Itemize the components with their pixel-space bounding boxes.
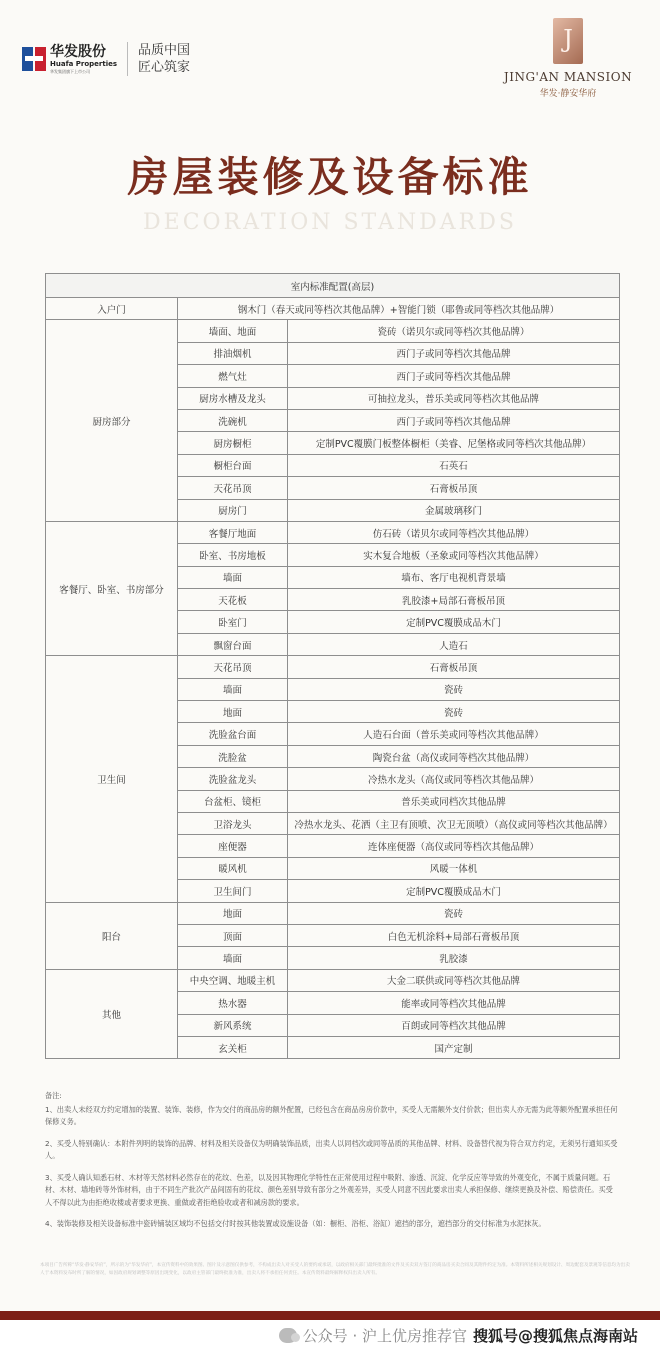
spec-cell: 人造石台面（普乐美或同等档次其他品牌）	[288, 723, 620, 745]
wechat-icon	[279, 1328, 297, 1343]
spec-cell: 冷热水龙头（高仪或同等档次其他品牌）	[288, 768, 620, 790]
slogan-line-1: 品质中国	[138, 43, 191, 58]
spec-cell: 大金二联供或同等档次其他品牌	[288, 969, 620, 991]
spec-cell: 陶瓷台盆（高仪或同等档次其他品牌）	[288, 745, 620, 767]
spec-cell: 可抽拉龙头，普乐美或同等档次其他品牌	[288, 387, 620, 409]
item-cell: 卧室、书房地板	[178, 544, 288, 566]
entry-door-spec: 钢木门（春天或同等档次其他品牌）+智能门锁（耶鲁或同等档次其他品牌）	[178, 298, 620, 320]
item-cell: 顶面	[178, 924, 288, 946]
jingan-mansion-emblem-icon: J	[553, 18, 583, 64]
category-cell: 厨房部分	[46, 320, 178, 522]
spec-cell: 白色无机涂料+局部石膏板吊顶	[288, 924, 620, 946]
page-header	[0, 0, 660, 110]
spec-cell: 人造石	[288, 633, 620, 655]
item-cell: 墙面	[178, 678, 288, 700]
decoration-standards-table	[45, 273, 620, 1059]
item-cell: 厨房橱柜	[178, 432, 288, 454]
spec-cell: 瓷砖	[288, 701, 620, 723]
table-row	[46, 521, 620, 543]
spec-cell: 石膏板吊顶	[288, 656, 620, 678]
item-cell: 卧室门	[178, 611, 288, 633]
item-cell: 座便器	[178, 835, 288, 857]
spec-cell: 风暖一体机	[288, 857, 620, 879]
entry-door-row	[46, 298, 620, 320]
item-cell: 墙面	[178, 566, 288, 588]
item-cell: 洗脸盆台面	[178, 723, 288, 745]
huafa-logo-text	[50, 44, 117, 75]
spec-cell: 西门子或同等档次其他品牌	[288, 409, 620, 431]
item-cell: 燃气灶	[178, 365, 288, 387]
note-item-1: 1、出卖人未经双方约定增加的装置、装饰、装修，作为交付的商品房的额外配置，已经包含在商品房房价款中，买受人无需额外支付价款；但出卖人亦无需为此等额外配置承担任何保修义务。	[45, 1104, 618, 1126]
item-cell: 橱柜台面	[178, 454, 288, 476]
spec-cell: 瓷砖	[288, 678, 620, 700]
item-cell: 天花吊顶	[178, 477, 288, 499]
table-row	[46, 902, 620, 924]
spec-cell: 仿石砖（诺贝尔或同等档次其他品牌）	[288, 521, 620, 543]
item-cell: 天花板	[178, 589, 288, 611]
item-cell: 玄关柜	[178, 1036, 288, 1058]
category-cell: 其他	[46, 969, 178, 1059]
slogan	[138, 42, 190, 76]
disclaimer-fine-print: 本项目广告所称“华发·静安华府”，所示的为“华发华府”，本宣传资料中的效果图、图片及示意图仅供参考，不构成出卖人对买受人的要约或承诺，以政府相关部门最终批准的文件及买卖双方签订的商品房买卖合同及其附件约定为准。本资料所述相关规划设计、周边配套及景观等信息均为出卖人于本资料发布时所了解的情况，如因政府规划调整等原因出现变化，以政府主管部门最终批准为准，出卖人将不承担任何责任。本宣传资料最终解释权归出卖人所有。	[40, 1263, 630, 1276]
spec-cell: 普乐美或同档次其他品牌	[288, 790, 620, 812]
logo-divider	[127, 42, 128, 76]
note-item-4: 4、装饰装修及相关设备标准中瓷砖铺装区域均不包括交付时按其他装置或设施设备（如：橱柜、浴柜、浴缸）遮挡的部分，遮挡部分的交付标准为水泥抹灰。	[45, 1219, 546, 1228]
watermark-bold-text: 搜狐号@搜狐焦点海南站	[472, 1327, 638, 1345]
spec-cell: 墙布、客厅电视机背景墙	[288, 566, 620, 588]
company-name-cn: 华发股份	[50, 43, 106, 60]
item-cell: 暖风机	[178, 857, 288, 879]
note-item-3: 3、买受人确认知悉石材、木材等天然材料必然存在的花纹、色差，以及因其物理化学特性在正常使用过程中吸附、渗透、沉淀、化学反应等导致的外观变化，不属于质量问题。石材、木材、墙地砖等外饰材料，由于不同生产批次产品间固有的花纹、颜色差别导致有部分之外观差异，买受人同意不因此要求出卖人承担保修、继续更换及补偿、赔偿责任。买受人不得以此为由拒绝收楼或者要求更换、重做或者拒绝验收或者和减房款的要求。	[45, 1172, 613, 1207]
category-cell: 客餐厅、卧室、书房部分	[46, 521, 178, 655]
item-cell: 新风系统	[178, 1014, 288, 1036]
footer-bar	[0, 1311, 660, 1320]
company-name-en: Huafa Properties	[50, 59, 118, 68]
table-row	[46, 969, 620, 991]
item-cell: 厨房门	[178, 499, 288, 521]
jingan-mansion-logo	[502, 18, 634, 99]
huafa-logo-icon	[22, 47, 46, 71]
brand-name-cn: 华发·静安华府	[539, 89, 597, 99]
brand-name-en: JING'AN MANSION	[503, 70, 633, 84]
item-cell: 台盆柜、镜柜	[178, 790, 288, 812]
spec-cell: 瓷砖（诺贝尔或同等档次其他品牌）	[288, 320, 620, 342]
table-row	[46, 320, 620, 342]
spec-cell: 百朗或同等档次其他品牌	[288, 1014, 620, 1036]
item-cell: 地面	[178, 902, 288, 924]
table-header: 室内标准配置(高层)	[46, 274, 620, 298]
spec-cell: 定制PVC覆膜成品木门	[288, 611, 620, 633]
spec-cell: 瓷砖	[288, 902, 620, 924]
entry-door-label: 入户门	[46, 298, 178, 320]
spec-cell: 定制PVC覆膜门板整体橱柜（美睿、尼堡格或同等档次其他品牌）	[288, 432, 620, 454]
spec-cell: 石膏板吊顶	[288, 477, 620, 499]
item-cell: 卫浴龙头	[178, 812, 288, 834]
watermark	[279, 1325, 638, 1346]
spec-cell: 冷热水龙头、花洒（主卫有顶喷、次卫无顶喷）（高仪或同等档次其他品牌）	[288, 812, 620, 834]
table-header-row	[46, 274, 620, 298]
spec-cell: 实木复合地板（圣象或同等档次其他品牌）	[288, 544, 620, 566]
item-cell: 热水器	[178, 992, 288, 1014]
spec-cell: 西门子或同等档次其他品牌	[288, 342, 620, 364]
spec-cell: 国产定制	[288, 1036, 620, 1058]
spec-cell: 石英石	[288, 454, 620, 476]
item-cell: 天花吊顶	[178, 656, 288, 678]
spec-cell: 定制PVC覆膜成品木门	[288, 880, 620, 902]
item-cell: 飘窗台面	[178, 633, 288, 655]
company-subtitle: 华发集团旗下上市公司	[50, 68, 90, 74]
item-cell: 客餐厅地面	[178, 521, 288, 543]
category-cell: 卫生间	[46, 656, 178, 902]
watermark-text: 公众号 · 沪上优房推荐官	[302, 1327, 467, 1345]
item-cell: 地面	[178, 701, 288, 723]
huafa-logo	[22, 42, 190, 76]
item-cell: 厨房水槽及龙头	[178, 387, 288, 409]
spec-cell: 能率或同等档次其他品牌	[288, 992, 620, 1014]
spec-cell: 金属玻璃移门	[288, 499, 620, 521]
notes-title: 备注:	[45, 1091, 62, 1100]
item-cell: 卫生间门	[178, 880, 288, 902]
slogan-line-2: 匠心筑家	[138, 60, 191, 75]
note-item-2: 2、买受人特别确认：本附件列明的装饰的品牌、材料及相关设备仅为明确装饰品质，出卖人以同档次或同等品质的其他品牌、材料、设备替代视为符合双方约定，无须另行通知买受人。	[45, 1138, 618, 1160]
page-subtitle: DECORATION STANDARDS	[143, 210, 517, 235]
spec-cell: 乳胶漆+局部石膏板吊顶	[288, 589, 620, 611]
item-cell: 洗脸盆龙头	[178, 768, 288, 790]
item-cell: 洗碗机	[178, 409, 288, 431]
category-cell: 阳台	[46, 902, 178, 969]
spec-cell: 连体座便器（高仪或同等档次其他品牌）	[288, 835, 620, 857]
item-cell: 中央空调、地暖主机	[178, 969, 288, 991]
item-cell: 排油烟机	[178, 342, 288, 364]
page-title: 房屋装修及设备标准	[127, 153, 533, 201]
notes-section	[45, 1090, 619, 1240]
spec-cell: 乳胶漆	[288, 947, 620, 969]
table-row	[46, 656, 620, 678]
item-cell: 洗脸盆	[178, 745, 288, 767]
item-cell: 墙面	[178, 947, 288, 969]
item-cell: 墙面、地面	[178, 320, 288, 342]
spec-cell: 西门子或同等档次其他品牌	[288, 365, 620, 387]
